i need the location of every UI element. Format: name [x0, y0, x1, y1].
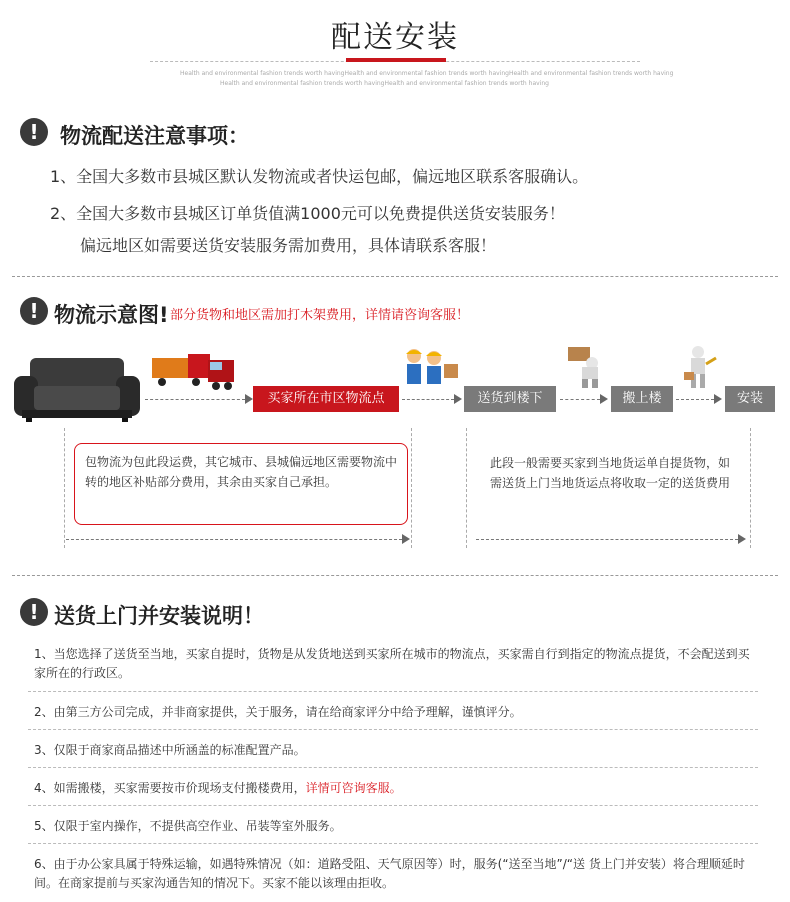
arrowhead — [402, 534, 410, 544]
item-divider — [28, 767, 758, 768]
range-arrow — [66, 539, 402, 540]
title-accent-bar — [346, 58, 446, 62]
arrowhead — [454, 394, 462, 404]
guide-line — [466, 428, 467, 548]
tagline: Health and environmental fashion trends worth havingHealth and environmental fashion trends worth having — [220, 80, 549, 87]
delivery-fee-note: 此段一般需要买家到当地货运单自提货物，如需送货上门当地货运点将收取一定的送货费用 — [490, 456, 731, 490]
workers-icon — [402, 346, 460, 386]
notice-line: 2、全国大多数市县城区订单货值满1000元可以免费提供送货安装服务！ — [50, 204, 565, 223]
warning-icon: ! — [20, 297, 48, 325]
item-divider — [28, 691, 758, 692]
logistics-fee-note: 包物流为包此段运费，其它城市、县城偏远地区需要物流中转的地区补贴部分费用，其余由买家自己承担。 — [74, 443, 408, 525]
arrowhead — [714, 394, 722, 404]
warning-icon: ! — [20, 118, 48, 146]
porter-icon — [566, 345, 606, 389]
item-divider — [28, 805, 758, 806]
section-divider — [12, 276, 778, 277]
list-item: 3、仅限于商家商品描述中所涵盖的标准配置产品。 — [34, 743, 306, 757]
flow-arrow — [402, 399, 454, 400]
list-item: 5、仅限于室内操作，不提供高空作业、吊装等室外服务。 — [34, 819, 342, 833]
guide-line — [750, 428, 751, 548]
list-item — [34, 779, 754, 798]
range-arrow — [476, 539, 738, 540]
item-text: 4、如需搬楼，买家需要按市价现场支付搬楼费用， — [34, 781, 306, 795]
flow-arrow — [676, 399, 714, 400]
tagline: Health and environmental fashion trends worth havingHealth and environmental fashion trends worth havingHealth and environmental fashion trends worth having — [180, 70, 674, 77]
warning-icon: ! — [20, 598, 48, 626]
section-heading: 物流示意图! — [54, 303, 169, 327]
installer-icon — [682, 344, 718, 392]
notice-line: 1、全国大多数市县城区默认发物流或者快运包邮，偏远地区联系客服确认。 — [50, 167, 589, 186]
section-heading: 送货上门并安装说明！ — [54, 604, 264, 628]
arrowhead — [600, 394, 608, 404]
trucks-icon — [150, 348, 236, 392]
guide-line — [411, 428, 412, 548]
consult-service-link[interactable]: 详情可咨询客服。 — [305, 781, 402, 795]
arrowhead — [738, 534, 746, 544]
page-title: 配送安装 — [331, 20, 459, 55]
notice-line: 偏远地区如需要送货安装服务需加费用，具体请联系客服！ — [80, 236, 497, 255]
section-divider — [12, 575, 778, 576]
flow-arrow — [560, 399, 600, 400]
section-heading: 物流配送注意事项： — [60, 124, 249, 148]
step-install: 安装 — [725, 386, 775, 412]
flow-arrow — [145, 399, 245, 400]
step-logistics-point: 买家所在市区物流点 — [253, 386, 399, 412]
item-divider — [28, 843, 758, 844]
sofa-icon — [12, 356, 142, 422]
guide-line — [64, 428, 65, 548]
list-item: 6、由于办公家具属于特殊运输，如遇特殊情况（如：道路受阻、天气原因等）时，服务(“送至当地”/“送 货上门并安装）将合理顺延时间。在商家提前与买家沟通告知的情况下。买家不能以该理由拒收。 — [34, 857, 745, 890]
list-item: 2、由第三方公司完成，并非商家提供，关于服务，请在给商家评分中给予理解，谨慎评分。 — [34, 705, 522, 719]
arrowhead — [245, 394, 253, 404]
step-deliver-downstairs: 送货到楼下 — [464, 386, 556, 412]
wood-frame-note: 部分货物和地区需加打木架费用，详情请咨询客服！ — [170, 308, 470, 323]
list-item: 1、当您选择了送货至当地，买家自提时，货物是从发货地送到买家所在城市的物流点，买家需自行到指定的物流点提货，不会配送到买家所在的行政区。 — [34, 647, 750, 680]
step-carry-upstairs: 搬上楼 — [611, 386, 673, 412]
item-divider — [28, 729, 758, 730]
